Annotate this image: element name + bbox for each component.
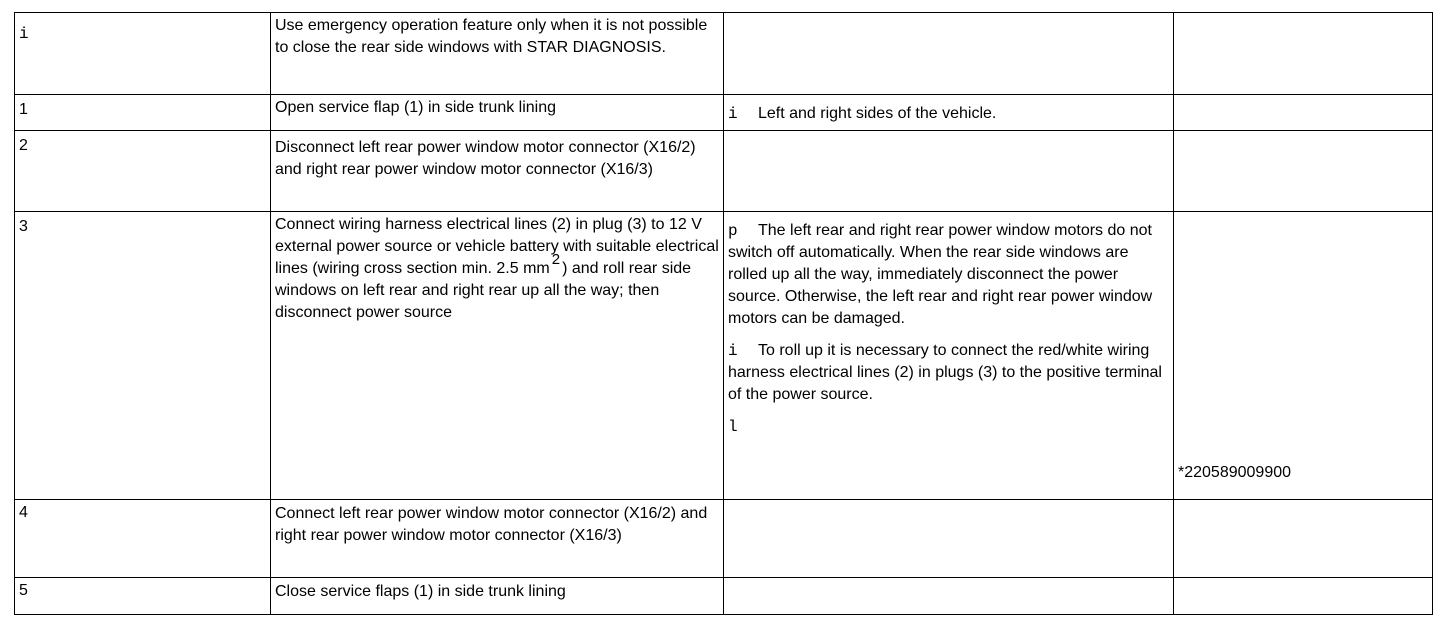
step-text-part: Connect wiring harness electrical lines (2) in plug (3) to 12 V external power source or vehicle battery with suitable electrical lines (wiring cross section min. 2.5 mm xyxy=(275,216,719,277)
step-number: 5 xyxy=(19,582,28,599)
note-text: Left and right sides of the vehicle. xyxy=(758,105,997,122)
notes-cell xyxy=(724,500,1174,578)
table-row xyxy=(15,13,1433,95)
step-text xyxy=(275,214,719,324)
tool-symbol: l xyxy=(728,418,738,436)
part-number-cell xyxy=(1174,13,1433,95)
step-number: 2 xyxy=(19,137,28,154)
part-number-cell xyxy=(1174,212,1433,500)
caution-symbol: p xyxy=(728,222,738,240)
table-row xyxy=(15,95,1433,131)
step-number-cell xyxy=(15,95,271,131)
superscript: 2 xyxy=(551,251,561,268)
step-number-cell xyxy=(15,13,271,95)
step-text-cell xyxy=(271,95,724,131)
notes-cell xyxy=(724,13,1174,95)
part-number-cell xyxy=(1174,131,1433,212)
part-number-cell xyxy=(1174,500,1433,578)
procedure-table xyxy=(14,12,1433,615)
notes-cell xyxy=(724,578,1174,615)
notes-cell xyxy=(724,212,1174,500)
part-number-cell xyxy=(1174,95,1433,131)
step-number: 4 xyxy=(19,504,28,521)
step-text: Use emergency operation feature only when it is not possible to close the rear side windows with STAR DIAGNOSIS. xyxy=(275,17,708,56)
step-number-cell xyxy=(15,212,271,500)
note xyxy=(728,103,1169,125)
step-number-cell xyxy=(15,500,271,578)
info-symbol: i xyxy=(728,342,738,360)
part-number-cell xyxy=(1174,578,1433,615)
step-text: Open service flap (1) in side trunk lining xyxy=(275,99,557,116)
table-row xyxy=(15,500,1433,578)
part-number: *220589009900 xyxy=(1178,464,1292,481)
step-number: 1 xyxy=(19,101,28,118)
info-symbol: i xyxy=(19,25,29,43)
warning-note xyxy=(728,220,1169,330)
step-text: Disconnect left rear power window motor connector (X16/2) and right rear power window motor connector (X16/3) xyxy=(275,139,696,178)
step-number-cell xyxy=(15,578,271,615)
note-text: To roll up it is necessary to connect the red/white wiring harness electrical lines (2) in plugs (3) to the positive terminal of the power source. xyxy=(728,342,1162,403)
info-note xyxy=(728,340,1169,406)
table-row xyxy=(15,131,1433,212)
note-text: The left rear and right rear power window motors do not switch off automatically. When the rear side windows are rolled up all the way, immediately disconnect the power source. Otherwise, the left rear and right rear power window motors can be damaged. xyxy=(728,222,1153,327)
table-row xyxy=(15,212,1433,500)
step-text: Connect left rear power window motor connector (X16/2) and right rear power window motor connector (X16/3) xyxy=(275,505,708,544)
step-text-cell xyxy=(271,13,724,95)
step-text-cell xyxy=(271,500,724,578)
table-row xyxy=(15,578,1433,615)
step-text-cell xyxy=(271,212,724,500)
tool-note xyxy=(728,416,1169,438)
step-number-cell xyxy=(15,131,271,212)
step-text-part: ) and roll rear side windows on left rear and right rear up all the way; then disconnect power source xyxy=(275,260,692,321)
step-text-cell xyxy=(271,131,724,212)
step-text: Close service flaps (1) in side trunk lining xyxy=(275,583,566,600)
notes-cell xyxy=(724,131,1174,212)
step-text-cell xyxy=(271,578,724,615)
notes-cell xyxy=(724,95,1174,131)
info-symbol: i xyxy=(728,105,738,123)
step-number: 3 xyxy=(19,218,28,235)
